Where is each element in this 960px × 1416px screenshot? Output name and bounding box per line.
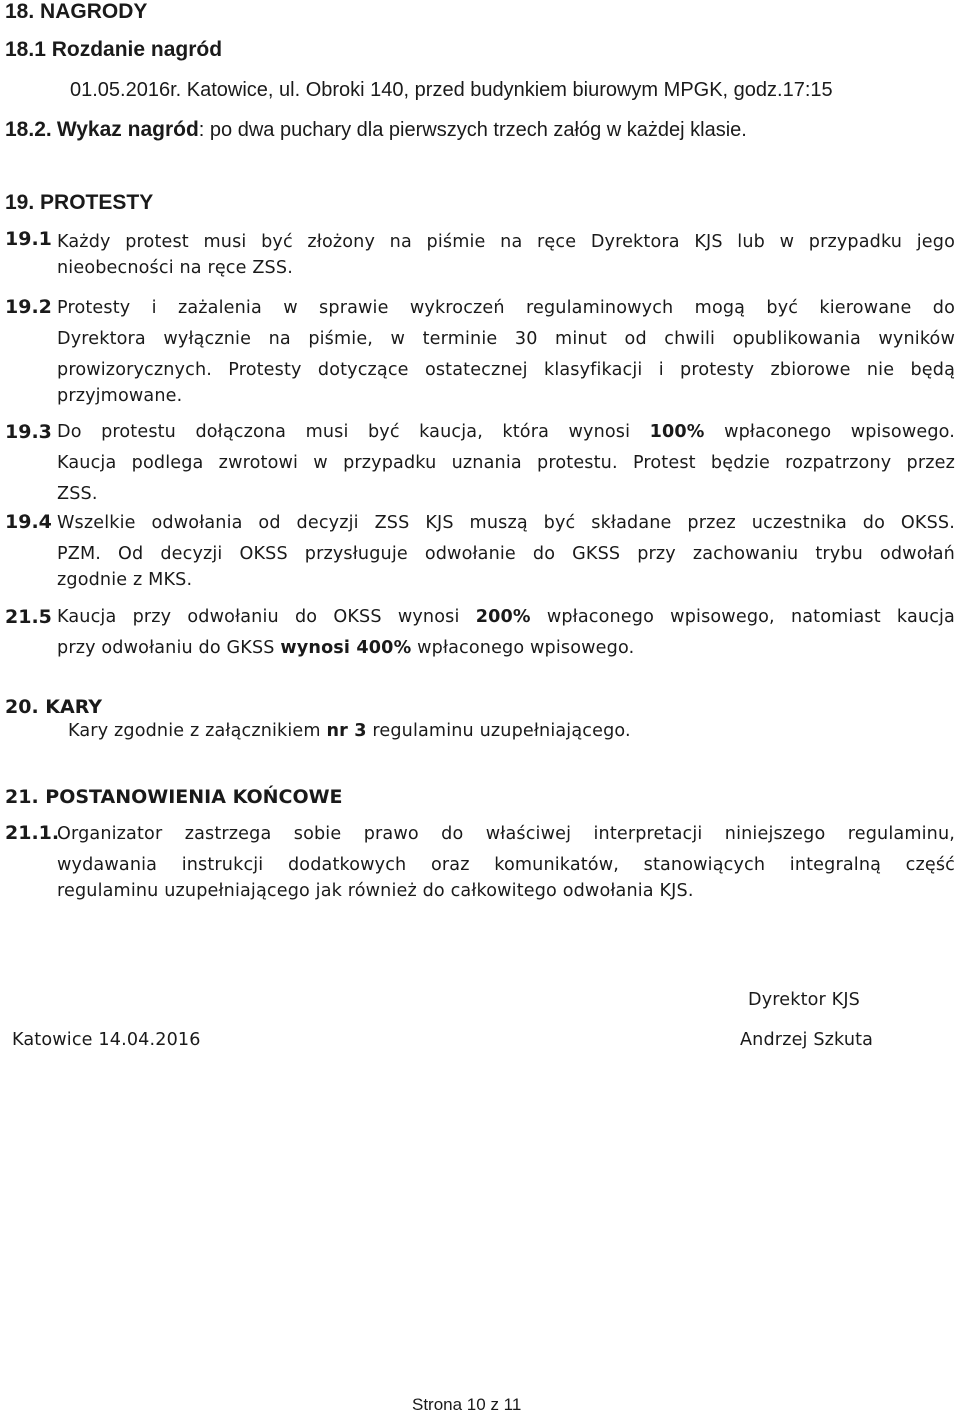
clause-19-4-line: Wszelkie odwołania od decyzji ZSS KJS muszą być składane przez uczestnika do OKSS. [57, 513, 955, 533]
section-20-text-part: regulaminu uzupełniającego. [372, 721, 631, 741]
clause-21-1-line: regulaminu uzupełniającego jak również do całkowitego odwołania KJS. [57, 881, 694, 901]
clause-21-5-text: przy odwołaniu do GKSS [57, 638, 275, 658]
clause-19-1 [57, 227, 955, 258]
clause-19-3-line [57, 417, 955, 448]
clause-19-1-number: 19.1 [5, 228, 52, 250]
section-18-1-title: 18.1 Rozdanie nagród [5, 38, 223, 61]
clause-19-4-line: PZM. Od decyzji OKSS przysługuje odwołanie do GKSS przy zachowaniu trybu odwołań [57, 544, 955, 564]
clause-21-5-amount: 200% [475, 607, 531, 627]
place-and-date: Katowice 14.04.2016 [12, 1030, 201, 1050]
award-ceremony-details: 01.05.2016r. Katowice, ul. Obroki 140, przed budynkiem biurowym MPGK, godz.17:15 [70, 79, 833, 101]
clause-19-4 [57, 508, 955, 570]
clause-19-3-number: 19.3 [5, 421, 52, 443]
clause-19-2-line: prowizorycznych. Protesty dotyczące ostatecznej klasyfikacji i protesty zbiorowe nie będą [57, 360, 955, 380]
clause-21-1-number: 21.1. [5, 822, 60, 844]
clause-19-2-number: 19.2 [5, 296, 52, 318]
section-18-heading: 18. NAGRODY [5, 0, 148, 23]
signature-name: Andrzej Szkuta [740, 1030, 874, 1050]
clause-19-2-line: przyjmowane. [57, 386, 183, 406]
clause-21-1 [57, 819, 955, 881]
section-20-text-part: Kary zgodnie z załącznikiem [68, 721, 321, 741]
clause-21-5 [57, 602, 955, 664]
clause-19-3-amount: 100% [649, 422, 705, 442]
clause-19-3-text: wpłaconego wpisowego. [724, 422, 956, 442]
section-18-1-heading [5, 38, 222, 62]
page-number: Strona 10 z 11 [412, 1395, 522, 1414]
section-18-2 [5, 118, 747, 142]
section-20-text [68, 721, 631, 741]
signature-role: Dyrektor KJS [748, 990, 861, 1010]
clause-19-3-line: ZSS. [57, 484, 98, 504]
clause-19-3-line: Kaucja podlega zwrotowi w przypadku uznania protestu. Protest będzie rozpatrzony przez [57, 453, 955, 473]
clause-19-3-text: Do protestu dołączona musi być kaucja, która wynosi [57, 422, 631, 442]
clause-21-5-number: 21.5 [5, 606, 52, 628]
clause-19-2-line: Dyrektora wyłącznie na piśmie, w terminie 30 minut od chwili opublikowania wyników [57, 329, 955, 349]
clause-21-5-line [57, 602, 955, 633]
clause-19-2-line: Protesty i zażalenia w sprawie wykroczeń regulaminowych mogą być kierowane do [57, 298, 955, 318]
section-18-2-number: 18.2. [5, 118, 52, 141]
section-18-2-text: : po dwa puchary dla pierwszych trzech załóg w każdej klasie. [198, 119, 747, 141]
section-21-heading: 21. POSTANOWIENIA KOŃCOWE [5, 786, 343, 808]
clause-19-3 [57, 417, 955, 510]
clause-21-1-line: wydawania instrukcji dodatkowych oraz komunikatów, stanowiących integralną część [57, 855, 955, 875]
section-20-heading: 20. KARY [5, 696, 103, 718]
clause-21-5-text: wpłaconego wpisowego, natomiast kaucja [546, 607, 955, 627]
section-20-attachment-number: nr 3 [326, 721, 367, 741]
clause-19-1-line: Każdy protest musi być złożony na piśmie na ręce Dyrektora KJS lub w przypadku jego [57, 232, 955, 252]
clause-19-1-line: nieobecności na ręce ZSS. [57, 258, 293, 278]
clause-19-4-line: zgodnie z MKS. [57, 570, 193, 590]
clause-21-5-amount: wynosi 400% [280, 638, 412, 658]
clause-21-1-line: Organizator zastrzega sobie prawo do właściwej interpretacji niniejszego regulaminu, [57, 824, 955, 844]
clause-21-5-text: wpłaconego wpisowego. [417, 638, 635, 658]
section-18-2-label: Wykaz nagród [56, 118, 199, 141]
clause-19-2 [57, 293, 955, 386]
section-19-heading: 19. PROTESTY [5, 191, 154, 214]
clause-19-4-number: 19.4 [5, 511, 52, 533]
clause-21-5-text: Kaucja przy odwołaniu do OKSS wynosi [57, 607, 460, 627]
clause-21-5-line [57, 633, 955, 664]
